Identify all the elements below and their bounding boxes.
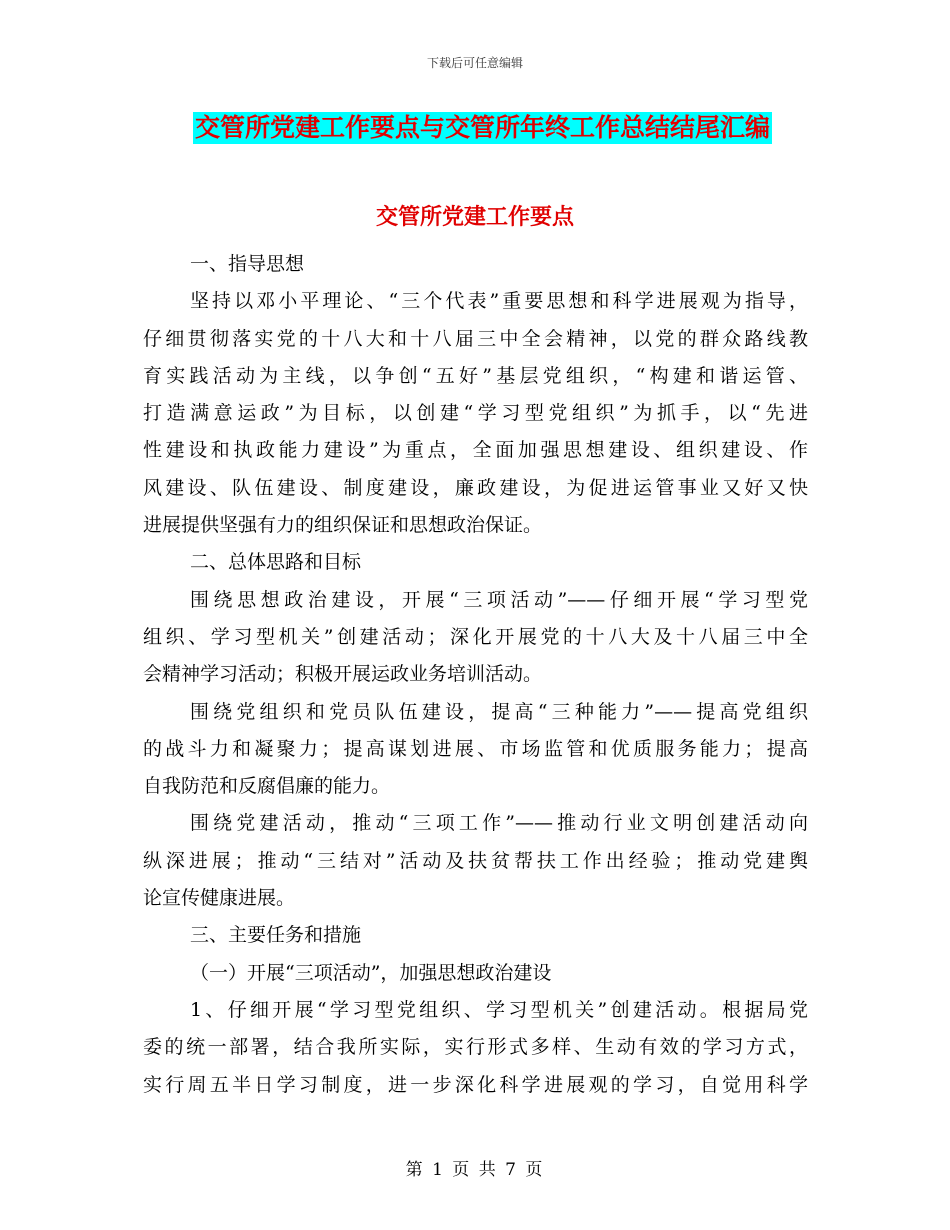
paragraph-line: 仔细贯彻落实党的十八大和十八届三中全会精神，以党的群众路线教 bbox=[143, 327, 808, 350]
paragraph-line: 会精神学习活动；积极开展运政业务培训活动。 bbox=[143, 663, 543, 686]
paragraph-line: 围绕思想政治建设，开展“三项活动”——仔细开展“学习型党 bbox=[190, 588, 808, 611]
page-footer: 第 1 页 共 7 页 bbox=[405, 1160, 545, 1180]
paragraph-line: 论宣传健康进展。 bbox=[143, 887, 296, 910]
subheading: （一）开展“三项活动”，加强思想政治建设 bbox=[190, 961, 552, 984]
paragraph-line: 的战斗力和凝聚力；提高谋划进展、市场监管和优质服务能力；提高 bbox=[143, 737, 808, 760]
heading-2: 二、总体思路和目标 bbox=[190, 551, 362, 574]
paragraph-line: 纵深进展；推动“三结对”活动及扶贫帮扶工作出经验；推动党建舆 bbox=[143, 849, 808, 872]
body-text bbox=[143, 246, 808, 1104]
header-note: 下载后可任意编辑 bbox=[426, 56, 523, 70]
paragraph-line: 围绕党建活动，推动“三项工作”——推动行业文明创建活动向 bbox=[190, 812, 808, 835]
paragraph-line: 打造满意运政”为目标，以创建“学习型党组织”为抓手，以“先进 bbox=[143, 402, 808, 425]
paragraph-line: 风建设、队伍建设、制度建设，廉政建设，为促进运管事业又好又快 bbox=[143, 476, 808, 499]
paragraph-line: 围绕党组织和党员队伍建设，提高“三种能力”——提高党组织 bbox=[190, 700, 808, 723]
paragraph-line: 性建设和执政能力建设”为重点，全面加强思想建设、组织建设、作 bbox=[143, 439, 808, 462]
section-title: 交管所党建工作要点 bbox=[375, 204, 574, 230]
paragraph-line: 进展提供坚强有力的组织保证和思想政治保证。 bbox=[143, 514, 543, 537]
paragraph-line: 1、仔细开展“学习型党组织、学习型机关”创建活动。根据局党 bbox=[190, 998, 808, 1021]
paragraph-line: 委的统一部署，结合我所实际，实行形式多样、生动有效的学习方式， bbox=[143, 1036, 808, 1059]
document-title: 交管所党建工作要点与交管所年终工作总结结尾汇编 bbox=[195, 113, 771, 142]
heading-3: 三、主要任务和措施 bbox=[190, 924, 362, 947]
paragraph-line: 坚持以邓小平理论、“三个代表”重要思想和科学进展观为指导， bbox=[190, 290, 808, 313]
paragraph-line: 组织、学习型机关”创建活动；深化开展党的十八大及十八届三中全 bbox=[143, 625, 808, 648]
paragraph-line: 实行周五半日学习制度，进一步深化科学进展观的学习，自觉用科学 bbox=[143, 1073, 808, 1096]
heading-1: 一、指导思想 bbox=[190, 253, 305, 275]
paragraph-line: 育实践活动为主线，以争创“五好”基层党组织，“构建和谐运管、 bbox=[143, 364, 808, 387]
paragraph-line: 自我防范和反腐倡廉的能力。 bbox=[143, 775, 391, 798]
